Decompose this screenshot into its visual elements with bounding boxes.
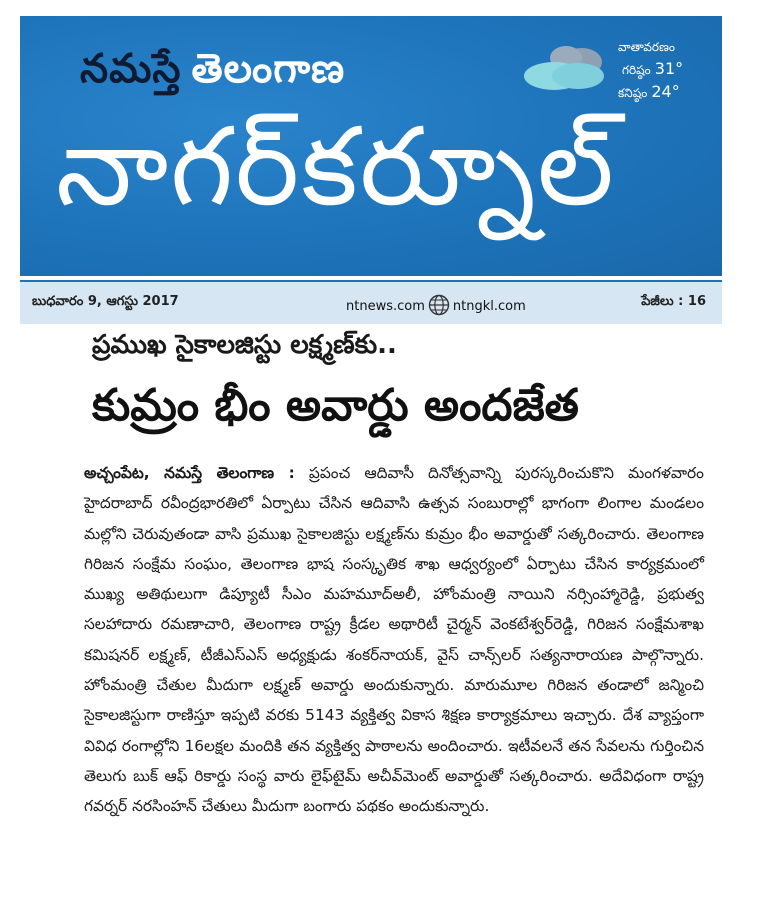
brand-part1: నమస్తే [80,46,182,92]
site-link-2[interactable]: ntngkl.com [452,299,526,314]
article-kicker: ప్రముఖ సైకాలజిస్టు లక్ష్మణ్‌కు.. [92,330,397,360]
weather-min: కనిష్ఠం 24° [618,82,680,101]
globe-icon [428,294,450,316]
edition-title: నాగర్‌కర్నూల్ [56,105,616,230]
masthead [20,16,722,314]
brand-logo [80,46,345,102]
cloud-icon [520,42,610,94]
page-count: పేజీలు : 16 [641,294,706,309]
weather-box [618,36,683,104]
article-text: ప్రపంచ ఆదివాసీ దినోత్సవాన్ని పురస్కరించుకొని మంగళవారం హైదరాబాద్ రవీంద్రభారతిలో ఏర్పాటు చేసిన ఆదివాసి ఉత్సవ సంబురాల్లో భాగంగా లింగాల మండలం మల్లోని చెరువుతండా వాసి ప్రముఖ సైకాలజిస్టు లక్ష్మణ్‌ను కుమ్రం భీం అవార్డుతో సత్కరించారు. తెలంగాణ గిరిజన సంక్షేమ సంఘం, తెలంగాణ భాష సంస్కృతిక శాఖ ఆధ్వర్యంలో ఏర్పాటు చేసిన కార్యక్రమంలో ముఖ్య అతిథులుగా డిప్యూటీ సీఎం మహమూద్‌అలీ, హోంమంత్రి నాయిని నర్సింహ్మారెడ్డి, ప్రభుత్వ సలహాదారు రమణాచారి, తెలంగాణ రాష్ట్ర క్రీడల అథారిటీ చైర్మన్ వెంకటేశ్వర్‌రెడ్డి, గిరిజన సంక్షేమశాఖ కమిషనర్ లక్ష్మణ్, టీజీఎస్‌ఎస్ అధ్యక్షుడు శంకర్‌నాయక్, వైస్ చాన్స్‌లర్ సత్యనారాయణ పాల్గొన్నారు. హోంమంత్రి చేతుల మీదుగా లక్ష్మణ్ అవార్డు అందుకున్నారు. మారుమూల గిరిజన తండాలో జన్మించి సైకాలజిస్టుగా రాణిస్తూ ఇప్పటి వరకు 5143 వ్యక్తిత్వ వికాస శిక్షణ కార్యాక్రమాలు ఇచ్చారు. దేశ వ్యాప్తంగా వివిధ రంగాల్లోని 16లక్షల మందికి తన వ్యక్తిత్వ పాఠాలను అందించారు. ఇటీవలనే తన సేవలను గుర్తించిన తెలుగు బుక్ ఆఫ్ రికార్డు సంస్థ వారు లైఫ్‌టైమ్ అచీవ్‌మెంట్ అవార్డుతో సత్కరించారు. అదేవిధంగా రాష్ట్ర గవర్నర్ నరసింహన్ చేతులు మీదుగా బంగారు పథకం అందుకున్నారు. [84,464,704,816]
site-link-1[interactable]: ntnews.com [346,299,425,314]
article-dateline: అచ్చంపేట, నమస్తే తెలంగాణ : [84,464,295,482]
article-body [84,458,704,822]
issue-date: బుధవారం 9, ఆగస్టు 2017 [32,294,179,309]
weather-max: గరిష్ఠం 31° [622,59,684,78]
brand-part2: తెలంగాణ [191,46,346,92]
article-headline: కుమ్రం భీం అవార్డు అందజేత [92,380,579,431]
website-links [346,294,526,316]
date-bar [20,280,722,324]
weather-label: వాతావరణం [618,40,675,54]
